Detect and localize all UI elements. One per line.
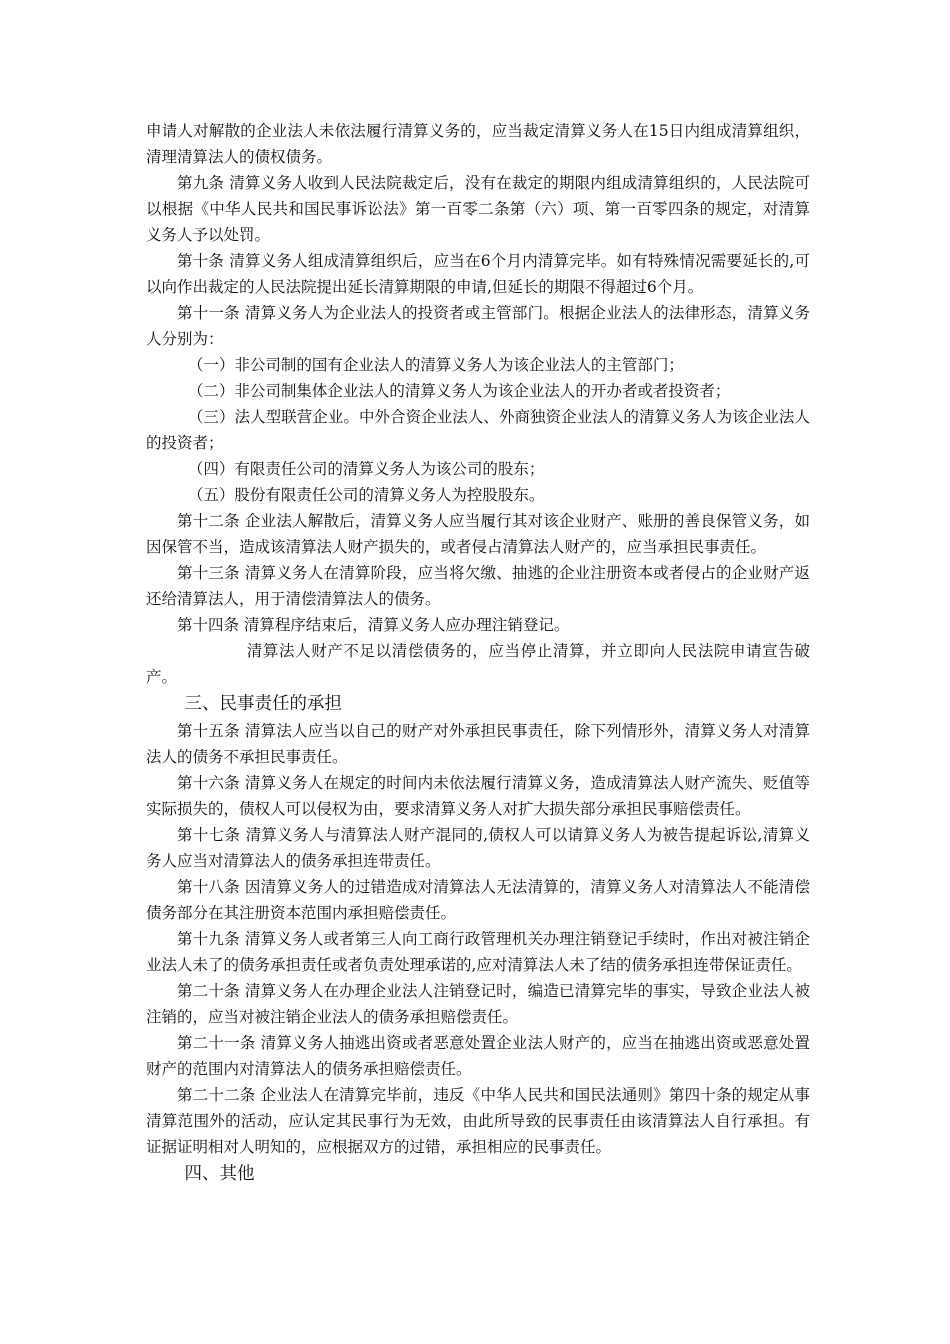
paragraph-continuation: 申请人对解散的企业法人未依法履行清算义务的，应当裁定清算义务人在15日内组成清算组织，清理清算法人的债权债务。 — [146, 122, 810, 166]
document-body — [146, 118, 810, 1188]
article-19: 第十九条 清算义务人或者第三人向工商行政管理机关办理注销登记手续时，作出对被注销企业法人未了的债务承担责任或者负责处理承诺的,应对清算法人未了结的债务承担连带保证责任。 — [146, 930, 810, 974]
list-item-4: （四）有限责任公司的清算义务人为该公司的股东； — [187, 460, 545, 478]
list-item-5: （五）股份有限责任公司的清算义务人为控股股东。 — [187, 486, 545, 504]
article-10: 第十条 清算义务人组成清算组织后，应当在6个月内清算完毕。如有特殊情况需要延长的,可以向作出裁定的人民法院提出延长清算期限的申请,但延长的期限不得超过6个月。 — [146, 252, 810, 296]
section-heading-3: 三、民事责任的承担 — [184, 694, 342, 714]
list-item-3: （三）法人型联营企业。中外合资企业法人、外商独资企业法人的清算义务人为该企业法人的投资者； — [146, 408, 810, 452]
article-9: 第九条 清算义务人收到人民法院裁定后，没有在裁定的期限内组成清算组织的，人民法院可以根据《中华人民共和国民事诉讼法》第一百零二条第（六）项、第一百零四条的规定，对清算义务人予以处罚。 — [146, 174, 810, 244]
article-20: 第二十条 清算义务人在办理企业法人注销登记时，编造已清算完毕的事实，导致企业法人被注销的，应当对被注销企业法人的债务承担赔偿责任。 — [146, 982, 810, 1026]
article-13: 第十三条 清算义务人在清算阶段，应当将欠缴、抽逃的企业注册资本或者侵占的企业财产返还给清算法人，用于清偿清算法人的债务。 — [146, 564, 810, 608]
article-14: 第十四条 清算程序结束后，清算义务人应办理注销登记。 — [177, 616, 570, 634]
list-item-1: （一）非公司制的国有企业法人的清算义务人为该企业法人的主管部门； — [187, 356, 684, 374]
list-item-2: （二）非公司制集体企业法人的清算义务人为该企业法人的开办者或者投资者； — [187, 382, 731, 400]
article-15: 第十五条 清算法人应当以自己的财产对外承担民事责任，除下列情形外，清算义务人对清算法人的债务不承担民事责任。 — [146, 722, 810, 766]
article-14-continuation: 清算法人财产不足以清偿债务的，应当停止清算，并立即向人民法院申请宣告破产。 — [146, 642, 810, 686]
article-12: 第十二条 企业法人解散后，清算义务人应当履行其对该企业财产、账册的善良保管义务，如因保管不当，造成该清算法人财产损失的，或者侵占清算法人财产的，应当承担民事责任。 — [146, 512, 810, 556]
article-11: 第十一条 清算义务人为企业法人的投资者或主管部门。根据企业法人的法律形态，清算义务人分别为： — [146, 304, 810, 348]
article-18: 第十八条 因清算义务人的过错造成对清算法人无法清算的，清算义务人对清算法人不能清偿债务部分在其注册资本范围内承担赔偿责任。 — [146, 878, 810, 922]
section-heading-4: 四、其他 — [184, 1164, 255, 1184]
article-21: 第二十一条 清算义务人抽逃出资或者恶意处置企业法人财产的，应当在抽逃出资或恶意处置财产的范围内对清算法人的债务承担赔偿责任。 — [146, 1034, 810, 1078]
article-17: 第十七条 清算义务人与清算法人财产混同的,债权人可以请算义务人为被告提起诉讼,清算义务人应当对清算法人的债务承担连带责任。 — [146, 826, 810, 870]
article-22: 第二十二条 企业法人在清算完毕前，违反《中华人民共和国民法通则》第四十条的规定从事清算范围外的活动，应认定其民事行为无效，由此所导致的民事责任由该清算法人自行承担。有证据证明相对人明知的，应根据双方的过错，承担相应的民事责任。 — [146, 1086, 810, 1156]
article-16: 第十六条 清算义务人在规定的时间内未依法履行清算义务，造成清算法人财产流失、贬值等实际损失的，债权人可以侵权为由，要求清算义务人对扩大损失部分承担民事赔偿责任。 — [146, 774, 810, 818]
